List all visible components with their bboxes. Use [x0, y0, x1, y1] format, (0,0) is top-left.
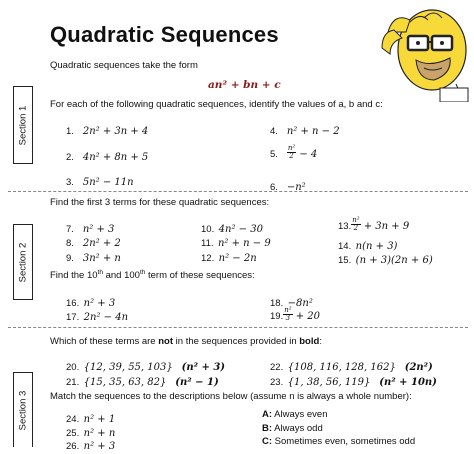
s3-item-21: 21. {15, 35, 63, 82} (n² − 1)	[66, 377, 219, 388]
section-1-label: Section 1	[13, 86, 33, 164]
s2-item-14: 14. n(n + 3)	[338, 241, 398, 252]
section-3-label: Section 3	[13, 372, 33, 447]
s1-instruction: For each of the following quadratic sequences, identify the values of a, b and c:	[50, 99, 383, 110]
s2-instruction: Find the first 3 terms for these quadratic sequences:	[50, 197, 270, 208]
s1-item-3: 3. 5n² − 11n	[66, 177, 134, 188]
description-c: C: Sometimes even, sometimes odd	[262, 436, 416, 447]
s1-item-4: 4. n² + n − 2	[270, 126, 340, 137]
s3-item-22: 22. {108, 116, 128, 162} (2n²)	[270, 362, 433, 373]
s2-item-13: 13. $\frac{\text{n²}}{2}$ + 3n + 9	[338, 216, 410, 233]
s2-instruction-2: Find the 10th and 100th term of these sequences:	[50, 268, 255, 281]
s3-instruction-2: Match the sequences to the descriptions below (assume n is always a whole number):	[50, 391, 412, 402]
s3-item-23: 23. {1, 38, 56, 119} (n² + 10n)	[270, 377, 437, 388]
s2-item-9: 9. 3n² + n	[66, 253, 121, 264]
s3-match-25: 25. n² + n	[66, 428, 116, 439]
section-divider	[8, 191, 468, 192]
general-form-formula: an² + bn + c	[208, 79, 281, 91]
s2-item-10: 10. 4n² − 30	[201, 224, 263, 235]
s2-item-18: 18. −8n²	[270, 298, 313, 309]
section-divider	[8, 327, 468, 328]
description-a: A: Always even	[262, 409, 328, 420]
section-2-label: Section 2	[13, 224, 33, 300]
s3-instruction: Which of these terms are not in the sequences provided in bold:	[50, 336, 322, 347]
s2-item-7: 7. n² + 3	[66, 224, 115, 235]
s1-item-2: 2. 4n² + 8n + 5	[66, 152, 149, 163]
s1-item-6: 6. −n²	[270, 182, 306, 193]
cartoon-mascot-illustration	[380, 2, 472, 102]
s1-item-1: 1. 2n² + 3n + 4	[66, 126, 149, 137]
s3-match-24: 24. n² + 1	[66, 414, 116, 425]
s2-item-8: 8. 2n² + 2	[66, 238, 121, 249]
intro-text: Quadratic sequences take the form	[50, 60, 198, 71]
s3-item-20: 20. {12, 39, 55, 103} (n² + 3)	[66, 362, 226, 373]
page-title: Quadratic Sequences	[50, 22, 279, 47]
description-b: B: Always odd	[262, 423, 323, 434]
s3-match-26: 26. n² + 3	[66, 441, 116, 452]
s2-item-16: 16. n² + 3	[66, 298, 116, 309]
s2-item-11: 11. n² + n − 9	[201, 238, 271, 249]
s2-item-17: 17. 2n² − 4n	[66, 312, 129, 323]
s1-item-5: 5. $\frac{\text{n²}}{2}$ − 4	[270, 144, 318, 161]
s2-item-15: 15. (n + 3)(2n + 6)	[338, 255, 433, 266]
s2-item-12: 12. n² − 2n	[201, 253, 257, 264]
s2-item-19: 19. $\frac{\text{n²}}{3}$ + 20	[270, 306, 321, 323]
